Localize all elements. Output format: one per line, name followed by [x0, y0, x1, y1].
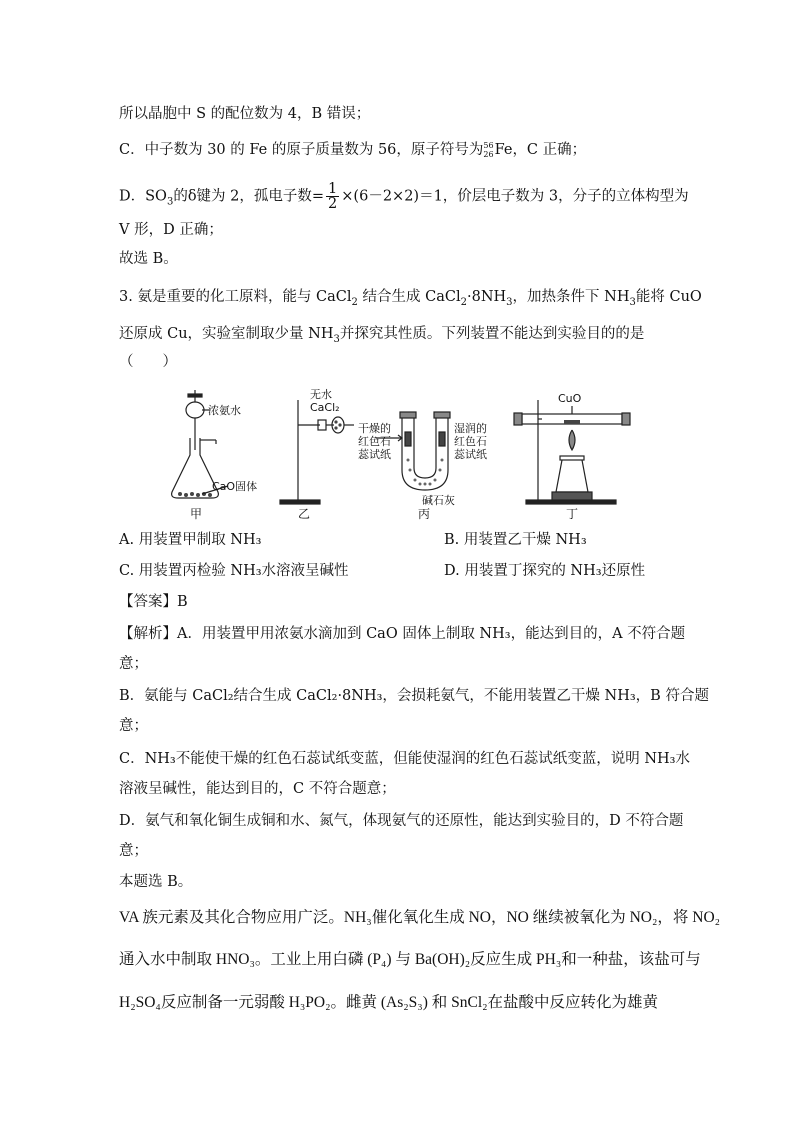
label-cacl2: CaCl₂ [310, 401, 340, 414]
label-soda-lime: 碱石灰 [422, 494, 455, 507]
question-3-line-2: 还原成 Cu，实验室制取少量 $NH_3$并探究其性质。下列装置不能达到实验目的的是 [119, 326, 645, 345]
label-cuo: CuO [558, 392, 582, 405]
caption-bing: 丙 [418, 507, 431, 520]
passage-line-1: VA 族元素及其化合物应用广泛。NH₃催化氧化生成 NO，NO 继续被氧化为 NO₂，将 NO₂ [119, 909, 721, 926]
analysis-b-2: 意； [119, 718, 148, 734]
question-3-blank: （ ） [119, 354, 177, 370]
passage-line-2: 通入水中制取 HNO₃。工业上用白磷 (P₄) 与 Ba(OH)₂反应生成 PH₃和一种盐，该盐可与 [119, 951, 701, 968]
text-line-4: V 形，D 正确； [119, 222, 223, 238]
analysis-d-1: D．氨气和氧化铜生成铜和水、氮气，体现氨气的还原性，能达到实验目的，D 不符合题 [119, 813, 684, 829]
caption-ding: 丁 [566, 507, 579, 520]
question-3-line-1: 3. 氨是重要的化工原料，能与 CaCl$_2$ 结合生成 $CaCl_2\cdot 8NH_3$，加热条件下 $NH_3$能将 CuO [119, 289, 702, 308]
text-line-1: 所以晶胞中 S 的配位数为 4，B 错误； [119, 106, 371, 122]
label-wet-2: 红色石 [454, 435, 487, 448]
label-cao: CaO固体 [212, 480, 258, 493]
fraction: $\frac{1}{2}$ [328, 181, 338, 212]
label-anhydrous: 无水 [310, 388, 332, 401]
label-wet-3: 蕊试纸 [454, 448, 487, 461]
analysis-d-2: 意； [119, 843, 148, 859]
text-line-3: D．$SO_3$的δ键为 2，孤电子数= $\frac{1}{2}$ ×(6－2×2)＝1，价层电子数为 3，分子的立体构型为 [119, 181, 689, 212]
analysis-a-2: 意； [119, 656, 148, 672]
option-b: B. 用装置乙干燥 NH₃ [444, 532, 587, 548]
analysis-c-2: 溶液呈碱性，能达到目的，C 不符合题意； [119, 781, 396, 797]
apparatus-ding [514, 400, 630, 504]
label-ammonia: 浓氨水 [208, 404, 241, 417]
caption-yi: 乙 [298, 507, 311, 520]
analysis-c-1: C．NH₃不能使干燥的红色石蕊试纸变蓝，但能使湿润的红色石蕊试纸变蓝，说明 NH₃水 [119, 751, 690, 767]
passage-line-3: H₂SO₄反应制备一元弱酸 H₃PO₂。雌黄 (As₂S₃) 和 SnCl₂在盐酸中反应转化为雄黄 [119, 994, 659, 1011]
analysis-b-1: B．氨能与 CaCl₂结合生成 CaCl₂·8NH₃，会损耗氨气，不能用装置乙干燥 NH₃，B 符合题 [119, 688, 709, 704]
label-dry-3: 蕊试纸 [358, 448, 391, 461]
isotope-notation: 56 26 [483, 141, 494, 159]
caption-jia: 甲 [190, 507, 203, 520]
apparatus-figure [150, 380, 650, 520]
analysis-conclusion: 本题选 B。 [119, 874, 193, 890]
option-a: A. 用装置甲制取 NH₃ [119, 532, 262, 548]
text-line-5: 故选 B。 [119, 251, 178, 267]
label-dry-1: 干燥的 [358, 422, 391, 435]
option-c: C. 用装置丙检验 NH₃水溶液呈碱性 [119, 563, 349, 579]
option-d: D. 用装置丁探究的 NH₃还原性 [444, 563, 646, 579]
text-line-2: C．中子数为 30 的 Fe 的原子质量数为 56，原子符号为 56 26 Fe，C 正确； [119, 141, 587, 159]
answer: 【答案】B [119, 594, 188, 610]
apparatus-yi [280, 400, 354, 504]
label-dry-2: 红色石 [358, 435, 391, 448]
analysis-a-1: 【解析】A．用装置甲用浓氨水滴加到 CaO 固体上制取 NH₃，能达到目的，A 不符合题 [119, 626, 686, 642]
label-wet-1: 湿润的 [454, 422, 487, 435]
